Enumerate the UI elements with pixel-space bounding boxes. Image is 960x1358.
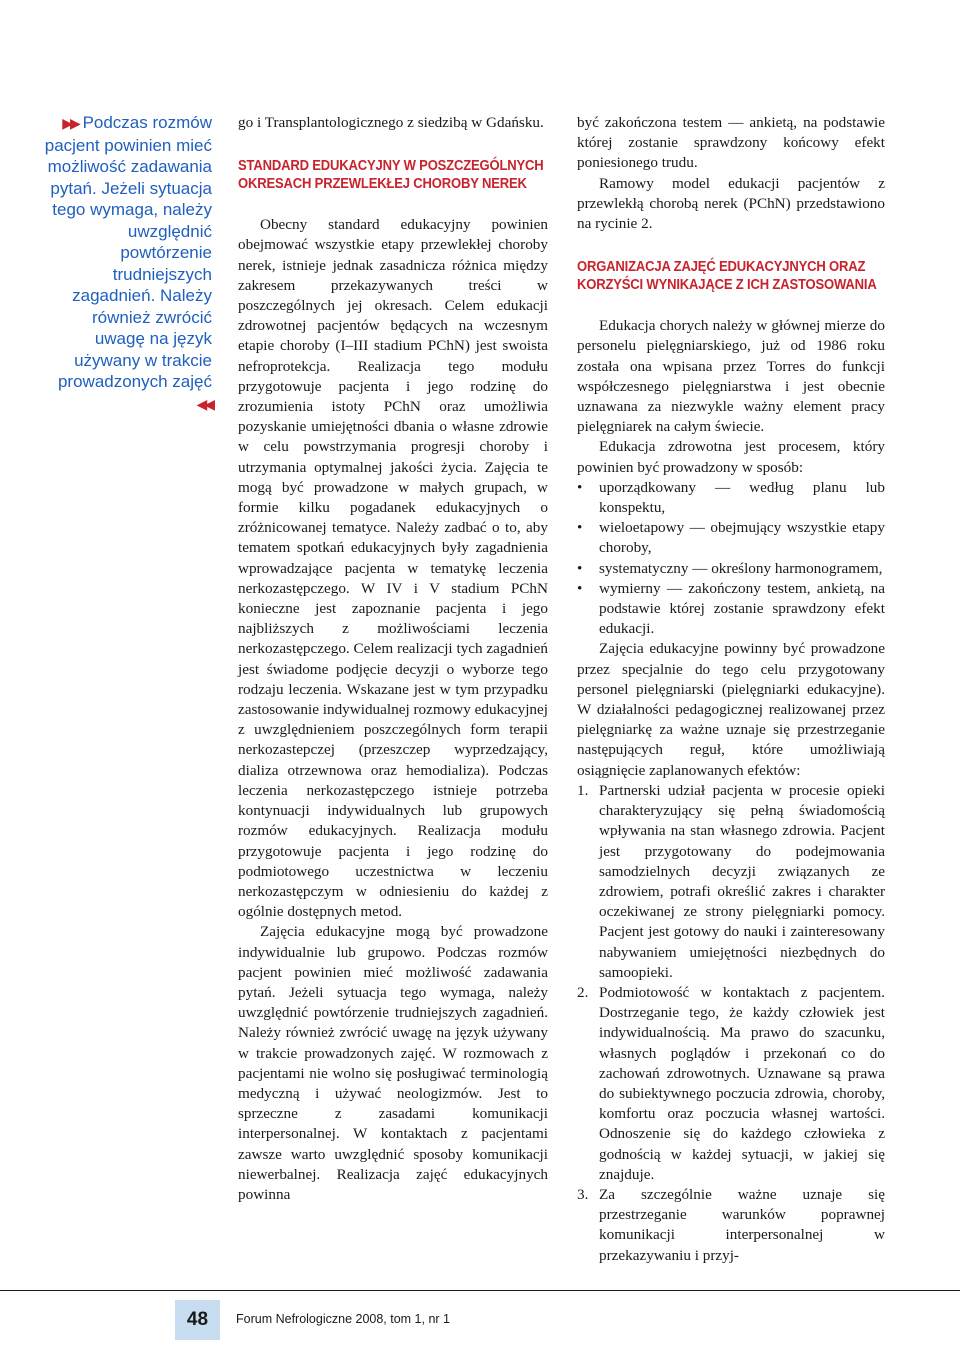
paragraph: Edukacja zdrowotna jest procesem, który powinien być prowadzony w sposób: [577,438,885,476]
list-item-text: Partnerski udział pacjenta w procesie opieki charakteryzujący się pełną świadomością wpływania na stan własnego zdrowia. Pacjent jest przygotowany do podejmowania samodzielnych decyzji związanych ze zdrowiem, potrafi określić zakres i charakter oczekiwanej ze strony pielęgniarki pomocy. Pacjent jest gotowy do nauki i zainteresowany nabywaniem umiejętności niezbędnych do samoopieki. [599,781,885,981]
paragraph: go i Transplantologicznego z siedzibą w Gdańsku. [238,114,544,131]
list-item [577,1185,885,1266]
list-number: 1. [577,781,589,799]
journal-citation: Forum Nefrologiczne 2008, tom 1, nr 1 [236,1312,450,1326]
list-number: 3. [577,1185,589,1203]
paragraph: Zajęcia edukacyjne mogą być prowadzone indywidualnie lub grupowo. Podczas rozmów pacjent powinien mieć możliwość zadawania pytań. Jeżeli sytuacja tego wymaga, należy uwzględnić powtórzenie trudniejszych zagadnień. Należy również zwrócić uwagę na język używany w trakcie prowadzonych zajęć. W rozmowach z pacjentami nie wolno się posługiwać terminologią medyczną i używać neologizmów. Jest to sprzeczne z zasadami komunikacji interpersonalnej. W kontaktach z pacjentami zawsze warto uwzględnić sposoby komunikacji niewerbalnej. Realizacja zajęć edukacyjnych powinna [238,923,548,1203]
list-item-text: Podmiotowość w kontaktach z pacjentem. Dostrzeganie tego, że każdy człowiek jest indywidualnością. Ma prawo do szacunku, własnych poglądów i przekonań co do zachowań zdrowotnych. Uznawane są prawa do subiektywnego poczucia zdrowia, choroby, komfortu oraz poczucia własnej wartości. Odnoszenie się do każdego człowieka z godnością w każdej sytuacji, w jakiej się znajduje. [599,983,885,1183]
list-item: • uporządkowany — według planu lub konspektu, [577,478,885,518]
numbered-list [577,781,885,1266]
paragraph: Edukacja chorych należy w głównej mierze do personelu pielęgniarskiego, już od 1986 roku została ona wpisana przez Torres do funkcji współczesnego pielęgniarstwa i jest obecnie uznawana za niezwykle ważny element pracy pielęgniarek na całym świecie. [577,317,885,436]
close-arrow-icon: ◀◀ [196,395,212,412]
paragraph: Obecny standard edukacyjny powinien obejmować wszystkie etapy przewlekłej choroby nerek, istnieje jednak zasadnicza różnica między zakresem przekazywanych treści w poszczególnych jej okresach. Celem edukacji zdrowotnej pacjentów będących na wczesnym etapie choroby (I–III stadium PChN) jest swoista nefroprotekcja. Realizacja tego modułu przygotowuje pacjenta i jego rodzinę do zrozumienia istoty PChN oraz umożliwia pozyskanie umiejętności dbania o własne zdrowie w celu powstrzymania progresji choroby i utrzymania optymalnej jakości życia. Zajęcia te mogą być prowadzone w małych grupach, w formie kilku pogadanek edukacyjnych o zróżnicowanej tematyce. Należy zadbać o to, aby tematem spotkań edukacyjnych były zagadnienia wprowadzające pacjenta w tematykę leczenia nerkozastępczego. W IV i V stadium PChN konieczne jest zapoznanie pacjenta i jego najbliższych z możliwościami leczenia nerkozastępczego. Celem realizacji tych zagadnień jest świadome podjęcie decyzji o wyborze tego rodzaju leczenia. Wskazane jest w tym przypadku zastosowanie indywidualnej rozmowy edukacyjnej z uwzględnieniem poszczególnych form terapii nerkozastepczej (przeszczep wyprzedzający, dializa otrzewnowa oraz hemodializa). Podczas leczenia nerkozastępczego istnieje potrzeba kontynuacji indywidualnych lub grupowych rozmów edukacyjnych. Realizacja modułu przygotowuje pacjenta i jego rodzinę do podmiotowego uczestnictwa w leczeniu nerkozastępczym w odniesieniu do każdej z ogólnie dostępnych metod. [238,216,548,921]
list-item-text: Za szczególnie ważne uznaje się przestrzeganie warunków poprawnej komunikacji interpersonalnej w przekazywaniu i przyj- [599,1185,885,1264]
list-item [577,781,885,983]
pull-quote [40,112,212,415]
list-item: • wieloetapowy — obejmujący wszystkie etapy choroby, [577,518,885,558]
pull-quote-text: Podczas rozmów pacjent powinien mieć możliwość zadawania pytań. Jeżeli sytuacja tego wymaga, należy uwzględnić powtórzenie trudniejszych zagadnień. Należy również zwrócić uwagę na język używany w trakcie prowadzonych zajęć [44,113,212,391]
list-number: 2. [577,983,589,1001]
open-arrow-icon: ▶▶ [62,115,78,131]
section-heading: ORGANIZACJA ZAJĘĆ EDUKACYJNYCH ORAZ KORZYŚCI WYNIKAJĄCE Z ICH ZASTOSOWANIA [577,259,877,294]
list-item: • wymierny — zakończony testem, ankietą, na podstawie której zostanie sprawdzony efekt edukacji. [577,579,885,640]
section-heading: STANDARD EDUKACYJNY W POSZCZEGÓLNYCH OKRESACH PRZEWLEKŁEJ CHOROBY NEREK [238,158,544,193]
paragraph: być zakończona testem — ankietą, na podstawie której zostanie sprawdzony końcowy efekt poniesionego trudu. [577,114,885,172]
paragraph: Zajęcia edukacyjne powinny być prowadzone przez specjalnie do tego celu przygotowany personel pielęgniarski (pielęgniarki edukacyjne). W działalności pedagogicznej realizowanej przez pielęgniarkę za ważne uznaje się przestrzeganie następujących reguł, które umożliwiają osiągnięcie zaplanowanych efektów: [577,640,885,779]
column-left [238,113,548,1205]
page-number: 48 [175,1300,220,1340]
footer-divider [0,1290,960,1291]
bullet-list [577,478,885,640]
list-item: • systematyczny — określony harmonogramem, [577,559,885,579]
column-right [577,113,885,1266]
paragraph: Ramowy model edukacji pacjentów z przewlekłą chorobą nerek (PChN) przedstawiono na rycinie 2. [577,174,885,233]
list-item [577,983,885,1185]
